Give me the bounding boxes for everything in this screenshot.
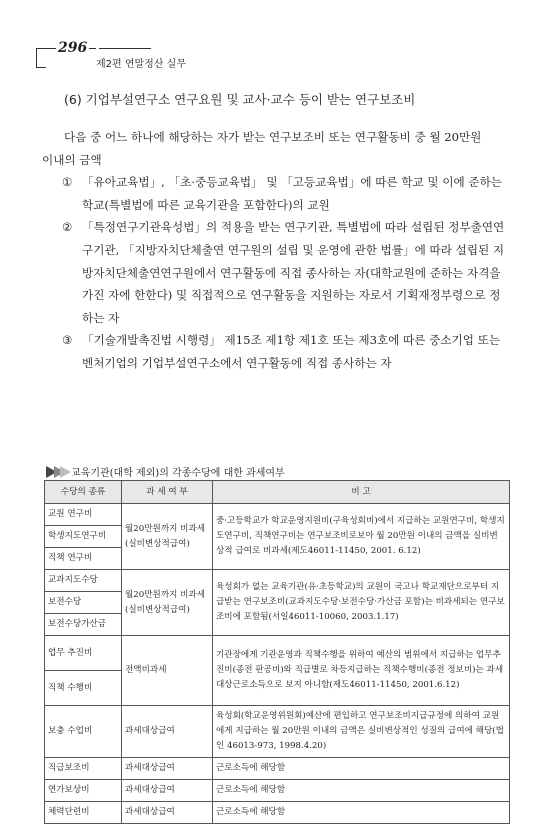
intro-line-1: 다음 중 어느 하나에 해당하는 자가 받는 연구보조비 또는 연구활동비 중 월 20만원 bbox=[64, 130, 482, 144]
table-row bbox=[45, 570, 510, 592]
type-cell: 체력단련비 bbox=[45, 802, 122, 824]
header-rule-vertical bbox=[36, 48, 37, 68]
list-item bbox=[42, 171, 510, 216]
note-cell: 근로소득에 해당함 bbox=[213, 780, 510, 802]
table-title-text: 교육기관(대학 제외)의 각종수당에 대한 과세여부 bbox=[71, 468, 285, 479]
type-cell: 연가보상비 bbox=[45, 780, 122, 802]
header-tax: 과 세 여 부 bbox=[122, 481, 213, 504]
tax-table bbox=[44, 480, 510, 824]
type-cell: 업무 추진비 bbox=[45, 636, 122, 671]
tax-cell: 과세대상급여 bbox=[122, 780, 213, 802]
note-cell: 중·고등학교가 학교운영지원비(구육성회비)에서 지급하는 교원연구비, 학생지도연구비, 직책연구비는 연구보조비로보아 월 20만원 이내의 금액을 실비변상적 급여로 비과세(제도46011-11450, 2001. 6.12) bbox=[213, 504, 510, 570]
item-text: 「기술개발촉진법 시행령」 제15조 제1항 제1호 또는 제3호에 따른 중소기업 또는 벤처기업의 기업부설연구소에서 연구활동에 직접 종사하는 자 bbox=[82, 333, 501, 370]
table-row bbox=[45, 802, 510, 824]
intro-paragraph bbox=[42, 126, 510, 149]
intro-line-2: 이내의 금액 bbox=[42, 152, 102, 167]
tax-cell: 과세대상급여 bbox=[122, 706, 213, 758]
type-cell: 학생지도연구비 bbox=[45, 526, 122, 548]
type-cell: 교원 연구비 bbox=[45, 504, 122, 526]
table-row bbox=[45, 758, 510, 780]
body-text bbox=[42, 126, 510, 375]
note-cell: 육성회가 없는 교육기관(유·초등학교)의 교원이 국고나 학교재단으로부터 지급받는 연구보조비(교과지도수당·보전수당·가산금 포함)는 비과세되는 연구보조비에 포함됨(서일46011-10060, 2003.1.17) bbox=[213, 570, 510, 636]
table-row bbox=[45, 636, 510, 671]
header-note: 비 고 bbox=[213, 481, 510, 504]
table-title bbox=[46, 464, 285, 479]
note-cell: 근로소득에 해당함 bbox=[213, 802, 510, 824]
item-text: 「유아교육법」, 「초·중등교육법」 및 「고등교육법」에 따른 학교 및 이에 준하는 학교(특별법에 따른 교육기관을 포함한다)의 교원 bbox=[82, 175, 503, 212]
note-cell: 근로소득에 해당함 bbox=[213, 758, 510, 780]
chapter-title: 제2편 연말정산 실무 bbox=[96, 59, 186, 70]
type-cell: 보전수당가산금 bbox=[45, 614, 122, 636]
tax-cell: 월20만원까지 비과세 (실비변상적급여) bbox=[122, 504, 213, 570]
table-row bbox=[45, 706, 510, 758]
tax-cell: 월20만원까지 비과세 (실비변상적급여) bbox=[122, 570, 213, 636]
type-cell: 직급보조비 bbox=[45, 758, 122, 780]
page-header bbox=[36, 38, 516, 68]
type-cell: 직책 수행비 bbox=[45, 671, 122, 706]
list-item bbox=[42, 329, 510, 374]
triangle-arrow-icon bbox=[46, 466, 68, 478]
header-rule-right bbox=[99, 48, 151, 49]
item-number: ③ bbox=[62, 333, 73, 348]
header-type: 수당의 종류 bbox=[45, 481, 122, 504]
list-item bbox=[42, 216, 510, 329]
table-row bbox=[45, 780, 510, 802]
note-cell: 기관장에게 기관운영과 직책수행을 위하여 예산의 범위에서 지급하는 업무추진비(종전 판공비)와 직급별로 차등지급하는 직책수행비(종전 정보비)는 과세대상근로소득으로 보지 아니함(제도46011-11450, 2001.6.12) bbox=[213, 636, 510, 706]
item-text: 「특정연구기관육성법」의 적용을 받는 연구기관, 특별법에 따라 설립된 정부출연연구기관, 「지방자치단체출연 연구원의 설립 및 운영에 관한 법률」에 따라 설립된 지방자치단체출연연구원에서 연구활동에 직접 종사하는 자(대학교원에 준하는 자격을 가진 자에 한한다) 및 직접적으로 연구활동을 지원하는 자로서 기획재정부령으로 정하는 자 bbox=[82, 220, 505, 325]
header-rule-bottom bbox=[36, 67, 46, 68]
table-row bbox=[45, 504, 510, 526]
item-number: ① bbox=[62, 175, 73, 190]
tax-cell: 전액비과세 bbox=[122, 636, 213, 706]
tax-cell: 과세대상급여 bbox=[122, 802, 213, 824]
item-number: ② bbox=[62, 220, 73, 235]
section-title: (6) 기업부설연구소 연구요원 및 교사·교수 등이 받는 연구보조비 bbox=[64, 92, 416, 107]
type-cell: 직책 연구비 bbox=[45, 548, 122, 570]
table-header-row bbox=[45, 481, 510, 504]
type-cell: 보충 수업비 bbox=[45, 706, 122, 758]
type-cell: 보전수당 bbox=[45, 592, 122, 614]
tax-cell: 과세대상급여 bbox=[122, 758, 213, 780]
note-cell: 육성회(학교운영위원회)예산에 편입하고 연구보조비지급규정에 의하여 교원에게 지급하는 월 20만원 이내의 금액은 실비변상적인 성질의 급여에 해당(법인 46013-973, 1998.4.20) bbox=[213, 706, 510, 758]
type-cell: 교과지도수당 bbox=[45, 570, 122, 592]
page-number: 296 bbox=[58, 40, 88, 56]
